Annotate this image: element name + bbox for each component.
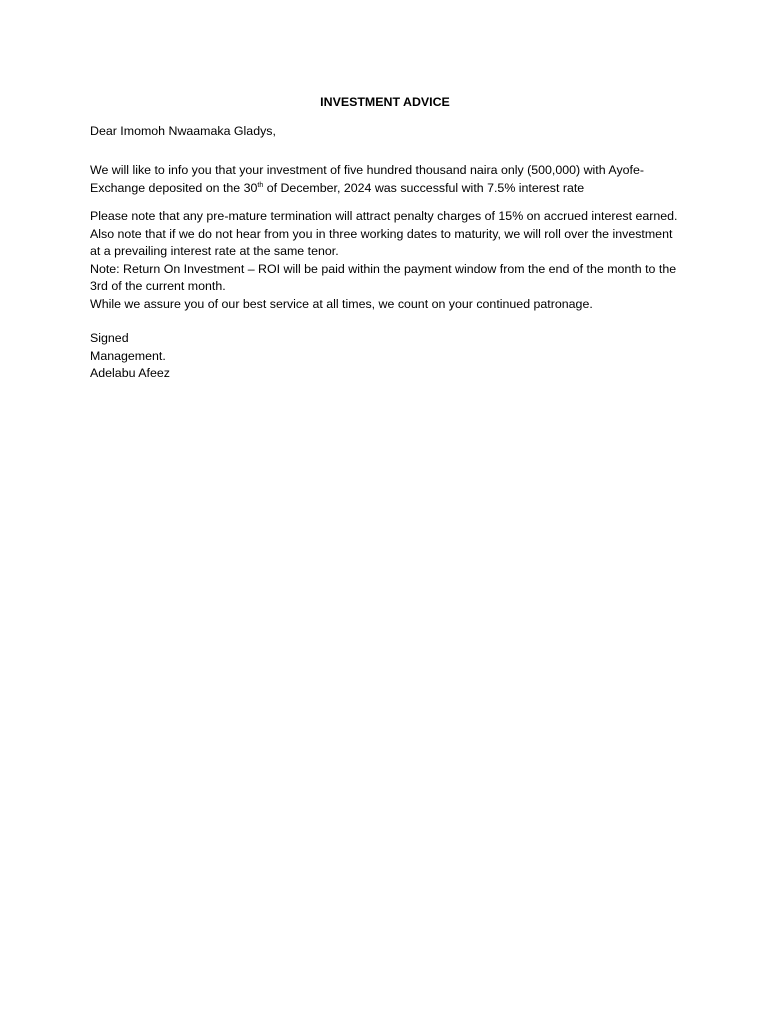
signed-label: Signed <box>90 331 129 345</box>
signatory-name: Adelabu Afeez <box>90 366 170 380</box>
assurance-note: While we assure you of our best service at all times, we count on your continued patronage. <box>90 296 593 311</box>
roi-note: Note: Return On Investment – ROI will be paid within the payment window from the end of the month to the 3rd of the current month. <box>90 261 677 293</box>
signoff <box>90 330 680 383</box>
management-label: Management. <box>90 348 166 363</box>
letter-body <box>90 94 680 383</box>
termination-note: Please note that any pre-mature termination will attract penalty charges of 15% on accrued interest earned. Also note that if we do not hear from you in three working dates to maturity, we will roll over the investment at a prevailing interest rate at the same tenor. <box>90 209 678 258</box>
ordinal-suffix: th <box>257 181 264 189</box>
para1-text-start: We will like to info you that your investment of five hundred thousand naira only (500,000) with Ayofe-Exchange deposited on the 30 <box>90 163 644 195</box>
para1-text-end: of December, 2024 was successful with 7.5% interest rate <box>263 180 585 195</box>
investment-confirmation-paragraph <box>90 162 680 197</box>
terms-paragraph <box>90 208 680 313</box>
document-title: INVESTMENT ADVICE <box>320 95 450 109</box>
salutation: Dear Imomoh Nwaamaka Gladys, <box>90 123 276 138</box>
